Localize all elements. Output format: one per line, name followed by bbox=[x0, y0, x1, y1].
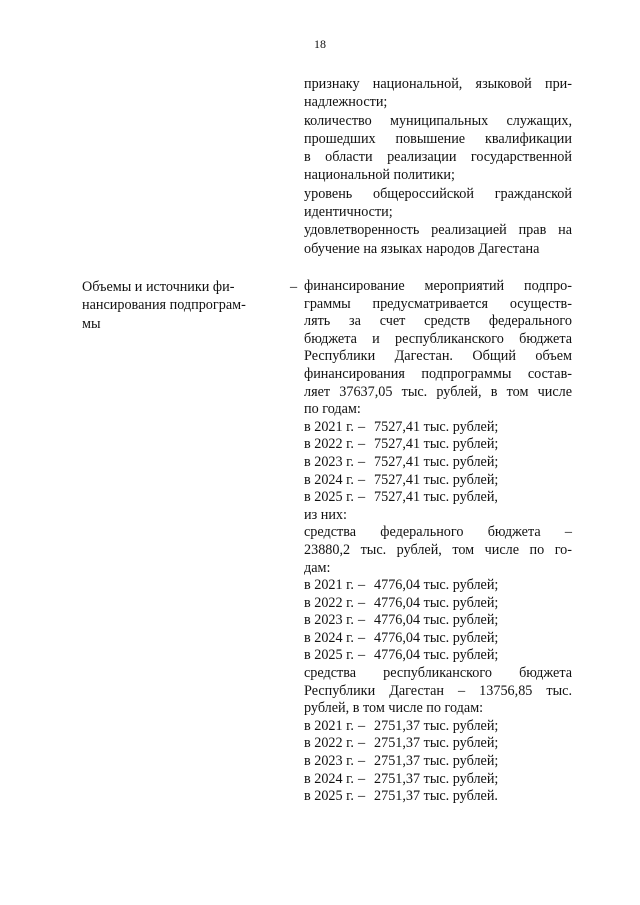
financing-intro-line: финансирования подпрограммы состав- bbox=[304, 365, 572, 382]
year-label: в 2023 г. bbox=[304, 453, 354, 470]
funding-amount: 2751,37 тыс. рублей; bbox=[374, 717, 499, 734]
year-dash: – bbox=[358, 471, 366, 488]
year-dash: – bbox=[358, 594, 366, 611]
year-dash: – bbox=[358, 717, 366, 734]
year-label: в 2022 г. bbox=[304, 436, 354, 453]
funding-amount: 7527,41 тыс. рублей; bbox=[374, 453, 499, 470]
indicator-line: признаку национальной, языковой при- bbox=[304, 76, 572, 92]
republic-by-year-list bbox=[304, 718, 572, 806]
year-label: в 2022 г. bbox=[304, 735, 354, 752]
total-by-year-list bbox=[304, 419, 572, 507]
financing-label-line: нансирования подпрограм- bbox=[82, 297, 246, 314]
federal-budget-intro bbox=[304, 524, 572, 577]
funding-year-row bbox=[304, 577, 572, 595]
financing-intro-line: лять за счет средств федерального bbox=[304, 313, 572, 330]
funding-year-row bbox=[304, 436, 572, 454]
year-dash: – bbox=[358, 436, 366, 453]
funding-year-row bbox=[304, 647, 572, 665]
republic-budget-intro bbox=[304, 665, 572, 718]
funding-amount: 2751,37 тыс. рублей; bbox=[374, 753, 499, 770]
page-number: 18 bbox=[314, 37, 326, 51]
financing-label-line: мы bbox=[82, 315, 101, 332]
year-label: в 2021 г. bbox=[304, 418, 354, 435]
republic-intro-line: Республики Дагестан – 13756,85 тыс. bbox=[304, 682, 572, 699]
funding-year-row bbox=[304, 718, 572, 736]
funding-amount: 2751,37 тыс. рублей. bbox=[374, 788, 498, 805]
republic-intro-line: средства республиканского бюджета bbox=[304, 665, 572, 682]
year-dash: – bbox=[358, 735, 366, 752]
funding-year-row bbox=[304, 788, 572, 806]
year-label: в 2024 г. bbox=[304, 471, 354, 488]
federal-intro-line: дам: bbox=[304, 559, 331, 576]
year-label: в 2022 г. bbox=[304, 594, 354, 611]
funding-year-row bbox=[304, 630, 572, 648]
indicator-line: в области реализации государственной bbox=[304, 149, 572, 166]
funding-year-row bbox=[304, 735, 572, 753]
year-dash: – bbox=[358, 753, 366, 770]
funding-year-row bbox=[304, 489, 572, 507]
year-dash: – bbox=[358, 612, 366, 629]
republic-intro-line: рублей, в том числе по годам: bbox=[304, 700, 484, 717]
funding-amount: 4776,04 тыс. рублей; bbox=[374, 612, 499, 629]
financing-intro-line: граммы предусматривается осуществ- bbox=[304, 295, 572, 312]
year-label: в 2021 г. bbox=[304, 577, 354, 594]
year-dash: – bbox=[358, 489, 366, 506]
target-indicators-continued bbox=[304, 75, 572, 258]
year-dash: – bbox=[358, 788, 366, 805]
funding-amount: 4776,04 тыс. рублей; bbox=[374, 629, 499, 646]
indicator-line: национальной политики; bbox=[304, 167, 455, 184]
year-label: в 2024 г. bbox=[304, 770, 354, 787]
financing-intro-line: Республики Дагестан. Общий объем bbox=[304, 348, 572, 365]
funding-amount: 7527,41 тыс. рублей; bbox=[374, 436, 499, 453]
indicator-line: прошедших повышение квалификации bbox=[304, 130, 572, 147]
funding-amount: 7527,41 тыс. рублей, bbox=[374, 489, 498, 506]
financing-details bbox=[304, 278, 572, 806]
funding-year-row bbox=[304, 612, 572, 630]
federal-by-year-list bbox=[304, 577, 572, 665]
year-label: в 2025 г. bbox=[304, 647, 354, 664]
year-dash: – bbox=[358, 418, 366, 435]
year-dash: – bbox=[358, 647, 366, 664]
year-dash: – bbox=[358, 770, 366, 787]
year-label: в 2025 г. bbox=[304, 788, 354, 805]
funding-year-row bbox=[304, 472, 572, 490]
indicator-line: количество муниципальных служащих, bbox=[304, 112, 572, 129]
financing-label bbox=[82, 278, 272, 333]
year-dash: – bbox=[358, 453, 366, 470]
indicator-line: обучение на языках народов Дагестана bbox=[304, 240, 540, 257]
funding-year-row bbox=[304, 419, 572, 437]
of-them-label: из них: bbox=[304, 506, 347, 523]
financing-label-line: Объемы и источники фи- bbox=[82, 279, 235, 295]
year-label: в 2024 г. bbox=[304, 629, 354, 646]
funding-year-row bbox=[304, 753, 572, 771]
year-label: в 2023 г. bbox=[304, 753, 354, 770]
indicator-line: удовлетворенность реализацией прав на bbox=[304, 222, 572, 239]
financing-intro bbox=[304, 278, 572, 419]
funding-amount: 4776,04 тыс. рублей; bbox=[374, 647, 499, 664]
indicator-line: идентичности; bbox=[304, 204, 393, 221]
funding-year-row bbox=[304, 595, 572, 613]
funding-amount: 7527,41 тыс. рублей; bbox=[374, 471, 499, 488]
funding-amount: 7527,41 тыс. рублей; bbox=[374, 418, 499, 435]
year-dash: – bbox=[358, 629, 366, 646]
financing-intro-line: бюджета и республиканского бюджета bbox=[304, 330, 572, 347]
funding-amount: 4776,04 тыс. рублей; bbox=[374, 577, 499, 594]
indicator-line: уровень общероссийской гражданской bbox=[304, 185, 572, 202]
year-label: в 2023 г. bbox=[304, 612, 354, 629]
year-label: в 2025 г. bbox=[304, 489, 354, 506]
funding-amount: 4776,04 тыс. рублей; bbox=[374, 594, 499, 611]
financing-intro-line: ляет 37637,05 тыс. рублей, в том числе bbox=[304, 383, 572, 400]
funding-amount: 2751,37 тыс. рублей; bbox=[374, 735, 499, 752]
separator-dash: – bbox=[290, 279, 298, 295]
funding-amount: 2751,37 тыс. рублей; bbox=[374, 770, 499, 787]
year-label: в 2021 г. bbox=[304, 717, 354, 734]
financing-intro-line: по годам: bbox=[304, 401, 361, 418]
funding-year-row bbox=[304, 454, 572, 472]
funding-year-row bbox=[304, 771, 572, 789]
financing-intro-line: финансирование мероприятий подпро- bbox=[304, 278, 572, 294]
indicator-line: надлежности; bbox=[304, 94, 388, 111]
federal-intro-line: средства федерального бюджета – bbox=[304, 524, 572, 541]
year-dash: – bbox=[358, 577, 366, 594]
federal-intro-line: 23880,2 тыс. рублей, том числе по го- bbox=[304, 541, 572, 558]
